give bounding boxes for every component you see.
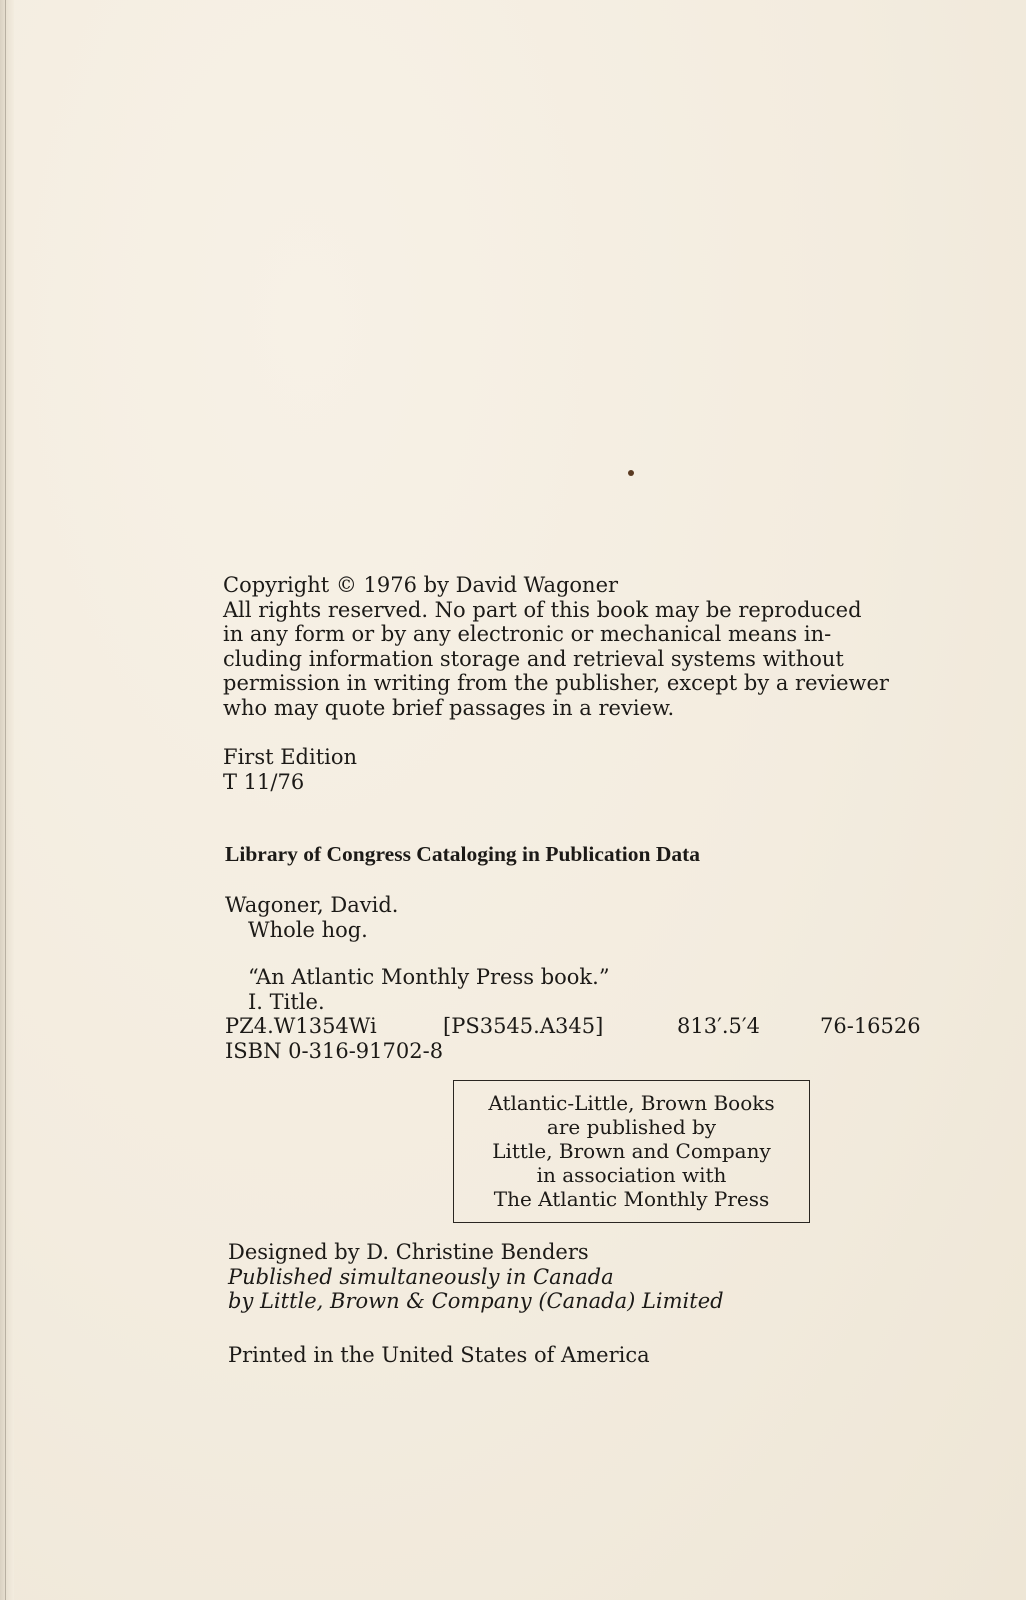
cataloging-notes-block xyxy=(225,965,610,1014)
class-lc: PZ4.W1354Wi xyxy=(225,1014,377,1038)
page-gutter-line xyxy=(5,0,6,1600)
publisher-line-2: are published by xyxy=(546,1115,717,1139)
publisher-line-4: in association with xyxy=(536,1163,727,1187)
canada-line-1: Published simultaneously in Canada xyxy=(228,1264,614,1289)
cataloging-heading: Library of Congress Cataloging in Publication Data xyxy=(225,842,701,866)
ink-speck xyxy=(628,470,634,476)
rights-line-2: in any form or by any electronic or mechanical means in- xyxy=(223,622,832,646)
rights-line-1: All rights reserved. No part of this book may be reproduced xyxy=(223,597,862,622)
publisher-box xyxy=(453,1080,810,1223)
rights-line-4: permission in writing from the publisher, except by a reviewer xyxy=(223,671,889,695)
printed-in: Printed in the United States of America xyxy=(228,1343,650,1367)
publisher-line-5: The Atlantic Monthly Press xyxy=(493,1187,770,1211)
class-dewey: 813′.5′4 xyxy=(677,1014,761,1038)
edition-name: First Edition xyxy=(223,745,358,769)
lccn: 76-16526 xyxy=(820,1014,921,1038)
cataloging-title: Whole hog. xyxy=(248,917,368,942)
edition-code: T 11/76 xyxy=(223,769,305,794)
class-ps: [PS3545.A345] xyxy=(443,1014,604,1038)
copyright-notice xyxy=(223,573,889,720)
copyright-line: Copyright © 1976 by David Wagoner xyxy=(223,573,619,597)
publisher-line-1: Atlantic-Little, Brown Books xyxy=(488,1091,775,1115)
isbn: ISBN 0-316-91702-8 xyxy=(225,1039,444,1063)
canada-line-2: by Little, Brown & Company (Canada) Limited xyxy=(228,1289,724,1313)
cataloging-subject: I. Title. xyxy=(248,989,325,1014)
designer-credit: Designed by D. Christine Benders xyxy=(228,1240,589,1264)
rights-line-3: cluding information storage and retrieval systems without xyxy=(223,646,844,671)
credits-block xyxy=(228,1240,724,1314)
page-spine-edge xyxy=(0,0,14,1600)
publisher-line-3: Little, Brown and Company xyxy=(492,1139,771,1163)
cataloging-author-block xyxy=(225,893,398,942)
cataloging-note: “An Atlantic Monthly Press book.” xyxy=(248,965,610,989)
rights-line-5: who may quote brief passages in a review. xyxy=(223,695,675,720)
cataloging-author: Wagoner, David. xyxy=(225,893,399,917)
edition-info xyxy=(223,745,357,794)
